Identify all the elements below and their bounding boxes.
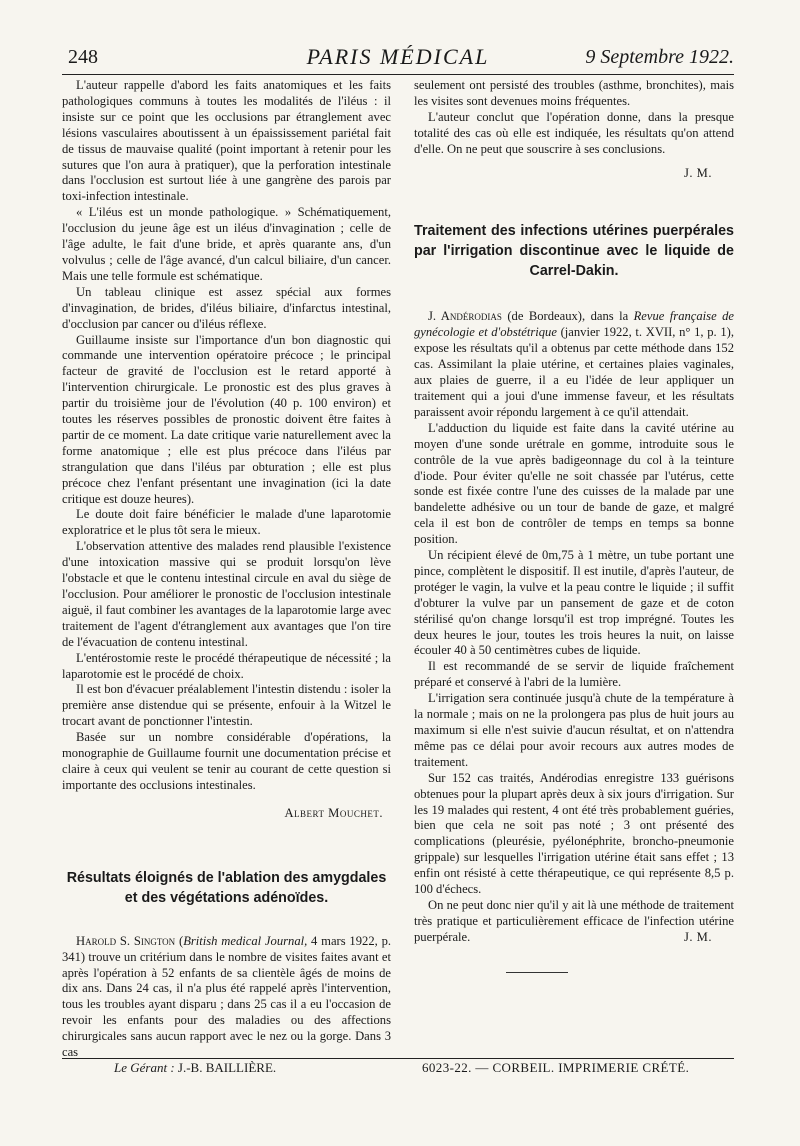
author-name: J. Andérodias [428,309,502,324]
source-title: British medical Journal, [183,933,308,948]
left-column [62,78,391,1061]
paragraph: L'auteur rappelle d'abord les faits anatomiques et les faits pathologiques communs à toutes les modalités de l'iléus : il insiste sur ce point que les occlusions par étranglement avec lésions vasculaires aboutissent à un épaississement pariétal fait de tissus de mauvaise qualité (point important à retenir pour les sutures que l'on aura à pratiquer), que la perforation intestinale dans l'occlusion est surtout liée à une gangrène des parois par toxi-infection intestinale. [62,78,391,204]
paragraph: seulement ont persisté des troubles (asthme, bronchites), mais les visites sont devenues moins fréquentes. [414,78,734,108]
paragraph: Un récipient élevé de 0m,75 à 1 mètre, un tube portant une pince, complètent le dispositif. Il est inutile, d'après l'auteur, de protéger le vagin, la vulve et la peau contre le liquide ; il suffit d'obturer la vulve par un pansement de gaze et de coton stérilisé qu'on change lorsqu'il est trop imprégné. Toutes les deux heures le jour, toutes les trois heures la nuit, on laisse écouler 40 à 50 centimètres cubes de liquide. [414,548,734,658]
article-body-infections [414,309,734,420]
issue-date: 9 Septembre 1922. [585,46,734,68]
paragraph: Il est recommandé de se servir de liquide fraîchement préparé et conservé à l'abri de la lumière. [414,659,734,690]
article-text: (janvier 1922, t. XVII, n° 1, p. 1), expose les résultats qu'il a obtenus par cette méthode dans 152 cas. Assimilant la plaie utérine, et certaines plaies vaginales, aux plaies de guerre, il a eu l'idée de leur appliquer un traitement qui a joui d'une immense faveur, et les résultats paraissent avoir répondu largement à ce qu'il attendait. [414,325,734,419]
right-column [414,78,734,946]
paragraph: L'adduction du liquide est faite dans la cavité utérine au moyen d'une sonde urétrale en gomme, introduite sous le contrôle de la vue après badigeonnage du col à la teinture d'iode. Pour éviter qu'elle ne soit chassée par l'utérus, cette sonde est fixée contre l'une des cuisses de la malade par une bandelette adhésive ou un tour de bande de gaze, et malgré cela il est bon de contrôler de temps en temps sa bonne position. [414,420,734,547]
printer-line: 6023-22. — CORBEIL. IMPRIMERIE CRÉTÉ. [422,1060,690,1075]
paragraph: Sur 152 cas traités, Andérodias enregistre 133 guérisons obtenues pour la plupart après deux à six jours d'irrigation. Sur les 19 malades qui restent, 4 ont été très probablement guéries, bien que cela ne soit pas noté ; 3 ont présenté des complications (pleurésie, pyélonéphrite, broncho-pneumonie grippale) sur lesquelles l'irrigation utérine était sans effet ; 13 enfin ont résisté à cette thérapeutique, ce qui représente 8,5 p. 100 d'échecs. [414,770,734,897]
signature-mouchet: Albert Mouchet. [284,805,383,820]
paragraph: L'irrigation sera continuée jusqu'à chute de la température à la normale ; mais on ne la prolongera pas plus de huit jours au maximum si elle n'est suivie d'aucun résultat, et on n'attendra même pas ce délai pour avoir recours aux autres modes de traitement. [414,691,734,769]
paragraph: « L'iléus est un monde pathologique. » Schématiquement, l'occlusion du jeune âge est un iléus d'invagination ; celle de l'âge adulte, le fait d'une bride, et après quarante ans, d'un volvulus ; celle de l'âge avancé, d'un calcul biliaire, d'un cancer. Mais une telle formule est schématique. [62,205,391,283]
paragraph: L'entérostomie reste le procédé thérapeutique de nécessité ; la laparotomie est le procédé de choix. [62,650,391,681]
gerant-line [114,1060,276,1076]
footer-rule [62,1058,734,1059]
section-divider [506,972,568,973]
paragraph: Il est bon d'évacuer préalablement l'intestin distendu : isoler la première anse distendue qui se présente, enfouir à la Witzel le trocart avant de ponctionner l'intestin. [62,682,391,729]
signature-jm: J. M. [683,165,712,180]
article-title-infections: Traitement des infections utérines puerpérales par l'irrigation discontinue avec le liquide de Carrel-Dakin. [414,223,734,280]
page-header [62,42,734,72]
article-text: 4 mars 1922, p. 341) trouve un critérium dans le nombre de visites faites avant et après l'opération à 52 enfants de sa clientèle âgés de moins de dix ans. Dans 24 cas, il n'a plus été rappelé après l'intervention, tous les troubles ayant disparu ; dans 25 cas il a eu l'occasion de revoir les enfants pour des maladies ou des affections chirurgicales sans aucun rapport avec le nez ou la gorge. Dans 3 cas [62,933,392,1060]
paragraph: Basée sur un nombre considérable d'opérations, la monographie de Guillaume fournit une documentation précise et claire à ceux qui veulent se tenir au courant de cette question si importante des occlusions intestinales. [62,730,391,792]
header-rule [62,74,734,75]
signature-jm-2: J. M. [683,929,712,944]
paragraph: L'auteur conclut que l'opération donne, dans la presque totalité des cas où elle est indiquée, les résultats qu'on attend d'elle. On ne peut que souscrire à ses conclusions. [414,109,734,156]
last-paragraph: On ne peut donc nier qu'il y ait là une méthode de traitement très pratique et particulièrement efficace de l'infection utérine puerpérale. [414,897,734,944]
author-affiliation: (de Bordeaux), dans la [501,309,634,324]
journal-title: PARIS MÉDICAL [306,44,490,69]
paragraph: Un tableau clinique est assez spécial aux formes d'invagination, de brides, d'iléus biliaire, d'infarctus intestinal, d'occlusion par cancer ou d'iléus réflexe. [62,284,391,331]
page-number: 248 [68,46,98,68]
author-name: Harold S. Sington [76,933,176,948]
gerant-label: Le Gérant : [114,1060,175,1075]
gerant-name: J.-B. BAILLIÈRE. [177,1060,277,1075]
paragraph: Le doute doit faire bénéficier le malade d'une laparotomie exploratrice et le plus tôt sera le mieux. [62,507,391,538]
paragraph: Guillaume insiste sur l'importance d'un bon diagnostic qui commande une intervention opératoire précoce ; le principal facteur de gravité de l'occlusion est le retard apporté à l'intervention chirurgicale. Le pronostic est des plus graves à partir du troisième jour de l'évolution (40 p. 100 environ) et toutes les réserves possibles de pronostic doivent être faites à partir de ce moment. La date critique varie naturellement avec la forme anatomique ; elle est plus précoce dans l'iléus par strangulation que dans l'iléus par obturation ; elle est plus précoce chez l'enfant présentant une invagination (ici la date critique est douze heures). [62,332,391,506]
article-body-amygdales: Harold S. Sington (British medical Journal, 4 mars 1922, p. 341) trouve un critérium dans le nombre de visites faites avant et après l'opération à 52 enfants de sa clientèle âgés de moins de dix ans. Dans 24 cas, il n'a plus été rappelé après l'intervention, tous les troubles ayant disparu ; dans 25 cas il a eu l'occasion de revoir les enfants pour des maladies ou des affections chirurgicales sans aucun rapport avec le nez ou la gorge. Dans 3 cas [62,933,392,1060]
source-title: Revue française de gynécologie et d'obstétrique [414,309,734,340]
paragraph: L'observation attentive des malades rend plausible l'existence d'une intoxication massive qui se produit lorsqu'on lève l'obstacle et que le contenu intestinal circule en aval du siège de l'occlusion. Pour améliorer le pronostic de l'occlusion intestinale aiguë, il faut combiner les avantages de la laparotomie large avec traitement de l'agent d'étranglement aux avantages que l'on tire de l'évacuation de contenu intestinal. [62,539,391,649]
article-title-amygdales: Résultats éloignés de l'ablation des amygdales et des végétations adénoïdes. [66,869,387,906]
